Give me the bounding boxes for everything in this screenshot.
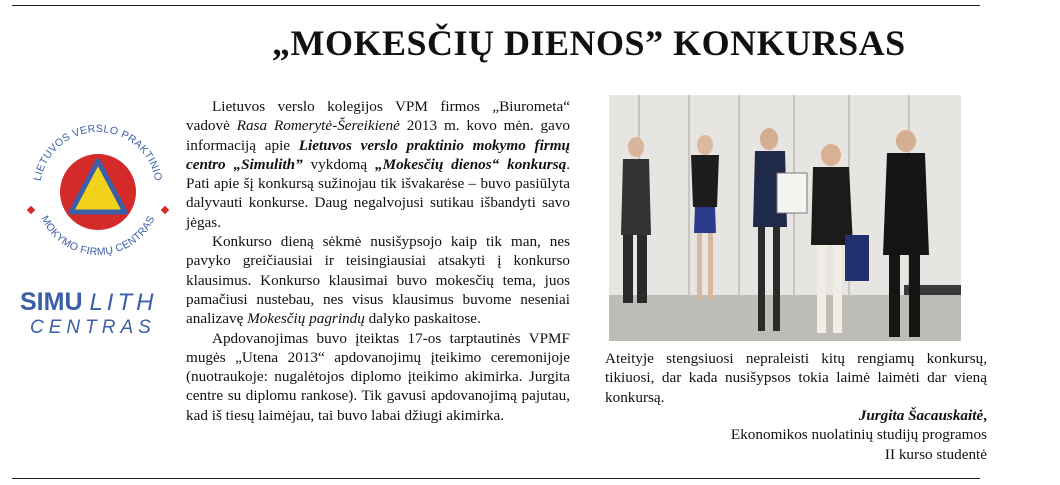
- logo-diamond-right: [161, 206, 169, 214]
- logo-lith: LITH: [89, 289, 158, 316]
- bottom-rule: [12, 478, 980, 479]
- logo-emblem: [18, 95, 180, 285]
- logo-ring-bottom: MOKYMO FIRMŲ CENTRAS: [38, 213, 158, 259]
- p1-text-b: 2013 m. kovo mėn. gavo informaciją apie: [186, 117, 571, 154]
- author-course: II kurso studentė: [884, 445, 987, 463]
- logo-diamond-left: [27, 206, 35, 214]
- simulith-logo: [18, 95, 180, 345]
- p1-text-a: Lietuvos verslo kolegijos VPM firmos „Biurometa“ vadovė: [186, 98, 570, 135]
- p1-contest-name: „Mokesčių dienos“ konkursą: [374, 155, 567, 173]
- article-paragraph-2: [186, 232, 570, 328]
- p1-center-name: Lietuvos verslo praktinio mokymo firmų centro „Simulith”: [186, 136, 570, 173]
- p2-subject: Mokesčių pagrindų: [247, 310, 365, 328]
- logo-wordmark: [20, 288, 157, 317]
- article-paragraph-3: Apdovanojimas buvo įteiktas 17-os tarptautinės VPMF mugės „Utena 2013“ apdovanojimų įteikimo ceremonijoje (nuotraukoje: nugalėtojos diplomo įteikimo akimirka. Jurgita centre su diplomu rankose). Tik gavusi apdovanojimą pajutau, kad iš tiesų laimėjau, tai buvo labai džiugi akimirka.: [186, 329, 570, 424]
- logo-simu: SIMU: [20, 288, 83, 316]
- logo-centras: CENTRAS: [30, 317, 156, 338]
- p2-text-b: dalyko paskaitose.: [364, 310, 481, 328]
- author-signature: Jurgita Šacauskaitė, Ekonomikos nuolatinių studijų programos II kurso studentė: [730, 407, 987, 463]
- p1-text-c: vykdomą: [302, 155, 375, 173]
- p2-text-a: Konkurso dieną sėkmė nusišypsojo kaip tik man, nes pavyko greičiausiai ir teisingiausiai atsakyti į konkurso klausimus. Konkurso klausimai buvo mokesčių tema, juos pamačiusi nustebau, nes visus klausimus buvome neseniai analizavę: [186, 233, 570, 328]
- award-photo: [609, 95, 961, 341]
- p1-person-name: Rasa Romerytė-Šereikienė: [236, 117, 400, 135]
- closing-text: Ateityje stengsiuosi nepraleisti kitų rengiamų konkursų, tikiuosi, dar kada nusišypsos tokia laimė laimėti dar vieną konkursą.: [605, 350, 987, 406]
- top-rule: [12, 5, 980, 6]
- author-name: Jurgita Šacauskaitė: [858, 407, 984, 424]
- logo-ring-top: LIETUVOS VERSLO PRAKTINIO: [31, 122, 165, 183]
- closing-paragraph: [605, 349, 987, 407]
- article-body: [186, 97, 570, 425]
- p1-text-d: . Pati apie šį konkursą sužinojau tik išvakarėse – buvo pasiūlyta dalyvauti konkurse. Daug negalvojusi sutikau išbandyti savo jėgas.: [186, 155, 570, 231]
- author-program: Ekonomikos nuolatinių studijų programos: [730, 426, 987, 444]
- page-title: „MOKESČIŲ DIENOS” KONKURSAS: [272, 23, 906, 63]
- article-paragraph-1: [186, 97, 570, 232]
